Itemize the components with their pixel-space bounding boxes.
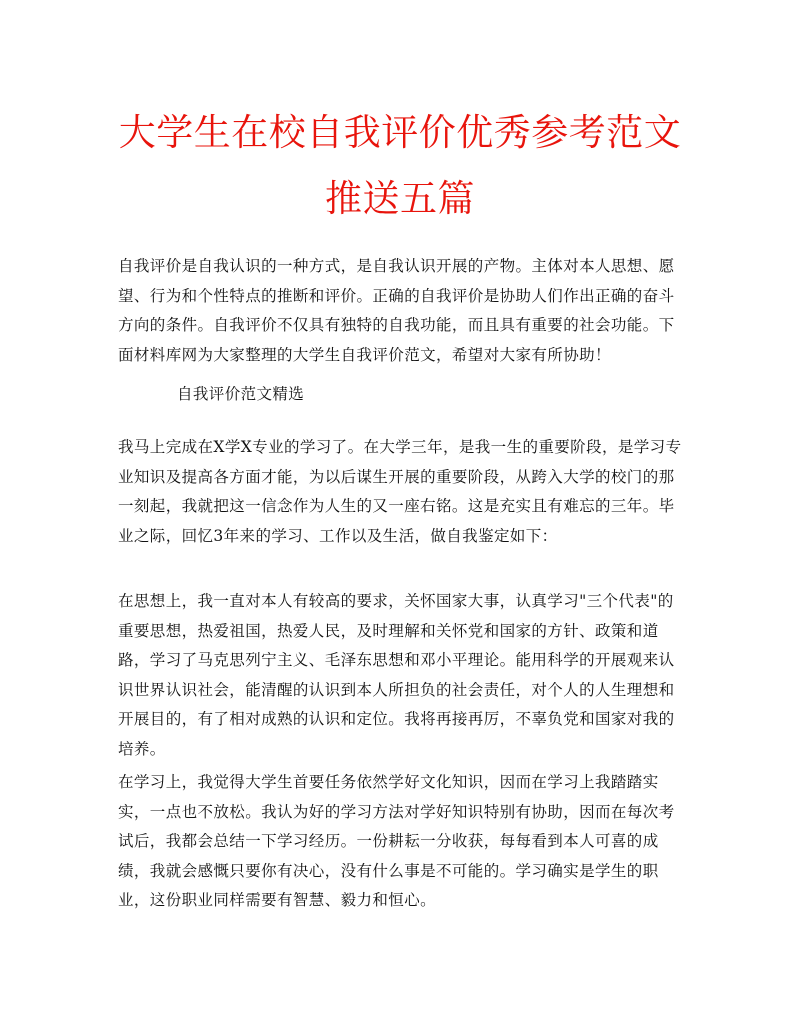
document-title: 大学生在校自我评价优秀参考范文推送五篇 xyxy=(118,111,682,220)
body-paragraph-2: 在思想上，我一直对本人有较高的要求，关怀国家大事，认真学习"三个代表"的重要思想，热爱祖国，热爱人民，及时理解和关怀党和国家的方针、政策和道路，学习了马克思列宁主义、毛泽东思想和邓小平理论。能用科学的开展观来认识世界认识社会，能清醒的认识到本人所担负的社会责任，对个人的人生理想和开展目的，有了相对成熟的认识和定位。我将再接再厉，不辜负党和国家对我的培养。 xyxy=(118,592,675,758)
section-heading: 自我评价范文精选 xyxy=(177,385,305,403)
intro-paragraph: 自我评价是自我认识的一种方式，是自我认识开展的产物。主体对本人思想、愿望、行为和个性特点的推断和评价。正确的自我评价是协助人们作出正确的奋斗方向的条件。自我评价不仅具有独特的自我功能，而且具有重要的社会功能。下面材料库网为大家整理的大学生自我评价范文，希望对大家有所协助！ xyxy=(118,257,675,364)
body-paragraph-3: 在学习上，我觉得大学生首要任务依然学好文化知识，因而在学习上我踏踏实实，一点也不放松。我认为好的学习方法对学好知识特别有协助，因而在每次考试后，我都会总结一下学习经历。一份耕耘一分收获，每每看到本人可喜的成绩，我就会感慨只要你有决心，没有什么事是不可能的。学习确实是学生的职业，这份职业同样需要有智慧、毅力和恒心。 xyxy=(118,773,675,909)
body-paragraph-1: 我马上完成在X学X专业的学习了。在大学三年，是我一生的重要阶段，是学习专业知识及提高各方面才能，为以后谋生开展的重要阶段，从跨入大学的校门的那一刻起，我就把这一信念作为人生的又一座右铭。这是充实且有难忘的三年。毕业之际，回忆3年来的学习、工作以及生活，做自我鉴定如下： xyxy=(118,438,682,545)
